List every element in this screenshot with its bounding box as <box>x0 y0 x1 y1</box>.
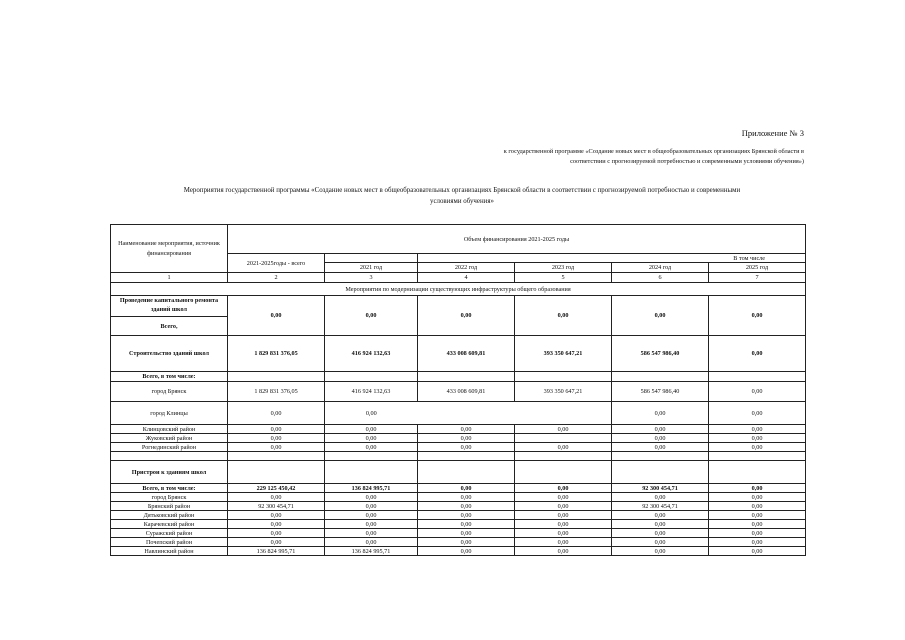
table-row <box>111 547 806 556</box>
cell-empty <box>612 372 709 382</box>
column-header-name: Наименование мероприятия, источник финансирования <box>111 225 228 273</box>
cell-2023: 0,00 <box>515 520 612 529</box>
table-row <box>111 296 806 317</box>
cell-2023: 0,00 <box>515 425 612 434</box>
cell-empty <box>515 372 612 382</box>
cell-2025: 0,00 <box>709 484 806 493</box>
cell-2022 <box>418 402 515 425</box>
cell-2023 <box>515 402 612 425</box>
cell-2024: 586 547 986,40 <box>612 382 709 402</box>
table-row <box>111 443 806 452</box>
cell-2022: 433 008 609,81 <box>418 336 515 372</box>
cell-2022: 0,00 <box>418 538 515 547</box>
cell-2025: 0,00 <box>709 511 806 520</box>
cell-empty <box>418 452 515 461</box>
cell-total: 0,00 <box>228 425 325 434</box>
cell-empty <box>228 461 325 484</box>
cell-2024: 0,00 <box>612 547 709 556</box>
cell-2024: 586 547 986,40 <box>612 336 709 372</box>
cell-total: 0,00 <box>228 520 325 529</box>
cell-2021: 416 924 132,63 <box>325 382 418 402</box>
cell-empty <box>325 372 418 382</box>
reference-line: соответствии с прогнозируемой потребностью и современными условиями обучения») <box>570 157 804 165</box>
cell-2024: 0,00 <box>612 520 709 529</box>
cell-2023: 393 350 647,21 <box>515 336 612 372</box>
cell-2022: 0,00 <box>418 511 515 520</box>
cell-2023: 393 350 647,21 <box>515 382 612 402</box>
cell-2024: 0,00 <box>612 402 709 425</box>
column-header-2023: 2023 год <box>515 263 612 273</box>
cell-2025: 0,00 <box>709 538 806 547</box>
cell-2021: 0,00 <box>325 529 418 538</box>
cell-total: 136 824 995,71 <box>228 547 325 556</box>
column-header-2025: 2025 год <box>709 263 806 273</box>
cell-2022: 0,00 <box>418 443 515 452</box>
table-row <box>111 402 806 425</box>
cell-2023: 0,00 <box>515 547 612 556</box>
cell-2024: 92 300 454,71 <box>612 502 709 511</box>
column-header-including: В том числе <box>418 254 806 263</box>
cell-empty <box>515 461 612 484</box>
cell-2022: 0,00 <box>418 434 515 443</box>
column-header-total: 2021-2025годы - всего <box>228 254 325 273</box>
cell-2024: 0,00 <box>612 538 709 547</box>
row-label-dyatkovsky: Дятьковский район <box>111 511 228 520</box>
table-row <box>111 336 806 372</box>
document-title <box>112 186 812 207</box>
cell-2021: 416 924 132,63 <box>325 336 418 372</box>
financing-table <box>110 224 806 556</box>
table-row <box>111 434 806 443</box>
cell-2022: 0,00 <box>418 529 515 538</box>
cell-2022: 0,00 <box>418 296 515 336</box>
row-label-bryansky-district: Брянский район <box>111 502 228 511</box>
cell-total: 0,00 <box>228 434 325 443</box>
column-header-2024: 2024 год <box>612 263 709 273</box>
cell-2025: 0,00 <box>709 502 806 511</box>
row-label-karachevsky: Карачевский район <box>111 520 228 529</box>
section-row <box>111 283 806 296</box>
row-label-extensions: Пристрои к зданиям школ <box>111 461 228 484</box>
cell-2025: 0,00 <box>709 520 806 529</box>
row-label-total: Всего, <box>111 317 228 336</box>
cell-total: 92 300 454,71 <box>228 502 325 511</box>
program-reference <box>400 147 804 167</box>
cell-2023: 0,00 <box>515 502 612 511</box>
cell-2021: 0,00 <box>325 402 418 425</box>
table-header-row <box>111 225 806 254</box>
table-row <box>111 502 806 511</box>
table-row <box>111 538 806 547</box>
cell-2021: 0,00 <box>325 511 418 520</box>
row-label-klintsovsky: Клинцовский район <box>111 425 228 434</box>
cell-2025: 0,00 <box>709 493 806 502</box>
column-number: 3 <box>325 273 418 283</box>
cell-2021: 0,00 <box>325 425 418 434</box>
cell-total: 0,00 <box>228 443 325 452</box>
cell-2021: 0,00 <box>325 502 418 511</box>
cell-empty <box>709 461 806 484</box>
title-line: условиями обучения» <box>430 197 494 205</box>
row-label-construction: Строительство зданий школ <box>111 336 228 372</box>
header-spacer <box>325 254 418 263</box>
cell-2025: 0,00 <box>709 434 806 443</box>
table-row <box>111 511 806 520</box>
column-number-row <box>111 273 806 283</box>
appendix-label: Приложение № 3 <box>741 128 804 138</box>
table-row <box>111 493 806 502</box>
cell-2022: 0,00 <box>418 547 515 556</box>
column-number: 7 <box>709 273 806 283</box>
cell-2025: 0,00 <box>709 547 806 556</box>
cell-2023: 0,00 <box>515 484 612 493</box>
cell-empty <box>228 452 325 461</box>
row-label-pochepsky: Почепский район <box>111 538 228 547</box>
cell-empty <box>325 452 418 461</box>
cell-2025: 0,00 <box>709 402 806 425</box>
row-label-zhukovsky: Жуковский район <box>111 434 228 443</box>
cell-total: 0,00 <box>228 538 325 547</box>
spacer-row <box>111 452 806 461</box>
column-number: 2 <box>228 273 325 283</box>
row-label-surazhsky: Суражский район <box>111 529 228 538</box>
cell-empty <box>709 372 806 382</box>
cell-2022: 433 008 609,81 <box>418 382 515 402</box>
cell-empty <box>612 452 709 461</box>
cell-2021: 0,00 <box>325 296 418 336</box>
column-number: 1 <box>111 273 228 283</box>
cell-2023: 0,00 <box>515 538 612 547</box>
cell-2022: 0,00 <box>418 425 515 434</box>
cell-empty <box>418 461 515 484</box>
row-label-bryansk: город Брянск <box>111 493 228 502</box>
cell-2024: 92 300 454,71 <box>612 484 709 493</box>
table-row <box>111 425 806 434</box>
cell-total: 0,00 <box>228 402 325 425</box>
row-label-klintsy: город Клинцы <box>111 402 228 425</box>
cell-total: 0,00 <box>228 296 325 336</box>
row-label-subtotal: Всего, в том числе: <box>111 484 228 493</box>
cell-2023: 0,00 <box>515 529 612 538</box>
cell-empty <box>515 452 612 461</box>
cell-2025: 0,00 <box>709 336 806 372</box>
row-label-bryansk: город Брянск <box>111 382 228 402</box>
row-label-navlinsky: Навлинский район <box>111 547 228 556</box>
cell-empty <box>709 452 806 461</box>
cell-empty <box>612 461 709 484</box>
cell-2023: 0,00 <box>515 493 612 502</box>
cell-2025: 0,00 <box>709 296 806 336</box>
cell-2023 <box>515 434 612 443</box>
table-row <box>111 461 806 484</box>
title-line: Мероприятия государственной программы «Создание новых мест в общеобразовательных организациях Брянской области в соответствии с прогнозируемой потребностью и современными <box>183 187 741 194</box>
cell-2024: 0,00 <box>612 434 709 443</box>
cell-2021: 0,00 <box>325 434 418 443</box>
cell-2024: 0,00 <box>612 443 709 452</box>
cell-2021: 0,00 <box>325 520 418 529</box>
reference-line: к государственной программе «Создание новых мест в общеобразовательных организациях Брянской области в <box>503 148 804 155</box>
cell-2024: 0,00 <box>612 296 709 336</box>
cell-empty <box>228 372 325 382</box>
cell-total: 1 829 831 376,05 <box>228 382 325 402</box>
cell-2022: 0,00 <box>418 502 515 511</box>
cell-2024: 0,00 <box>612 529 709 538</box>
cell-2022: 0,00 <box>418 520 515 529</box>
column-number: 5 <box>515 273 612 283</box>
table-row <box>111 484 806 493</box>
cell-2025: 0,00 <box>709 425 806 434</box>
row-label-capital-repair: Проведение капитального ремонта зданий школ <box>111 296 228 317</box>
cell-2023: 0,00 <box>515 511 612 520</box>
table-row <box>111 520 806 529</box>
cell-2022: 0,00 <box>418 484 515 493</box>
row-label-subtotal: Всего, в том числе: <box>111 372 228 382</box>
table-row <box>111 382 806 402</box>
cell-2024: 0,00 <box>612 493 709 502</box>
table-row <box>111 372 806 382</box>
cell-2025: 0,00 <box>709 529 806 538</box>
table-row <box>111 529 806 538</box>
cell-total: 229 125 450,42 <box>228 484 325 493</box>
cell-2021: 0,00 <box>325 443 418 452</box>
column-number: 6 <box>612 273 709 283</box>
cell-2021: 0,00 <box>325 538 418 547</box>
column-header-2022: 2022 год <box>418 263 515 273</box>
cell-total: 0,00 <box>228 493 325 502</box>
cell-2023: 0,00 <box>515 296 612 336</box>
cell-empty <box>325 461 418 484</box>
column-number: 4 <box>418 273 515 283</box>
cell-total: 1 829 831 376,05 <box>228 336 325 372</box>
column-header-volume: Объем финансирования 2021-2025 годы <box>228 225 806 254</box>
cell-2025: 0,00 <box>709 382 806 402</box>
cell-total: 0,00 <box>228 529 325 538</box>
column-header-2021: 2021 год <box>325 263 418 273</box>
cell-empty <box>111 452 228 461</box>
cell-2025: 0,00 <box>709 443 806 452</box>
cell-2024: 0,00 <box>612 511 709 520</box>
cell-2023: 0,00 <box>515 443 612 452</box>
cell-2021: 136 824 995,71 <box>325 484 418 493</box>
cell-2022: 0,00 <box>418 493 515 502</box>
cell-total: 0,00 <box>228 511 325 520</box>
cell-2021: 136 824 995,71 <box>325 547 418 556</box>
cell-2021: 0,00 <box>325 493 418 502</box>
cell-empty <box>418 372 515 382</box>
cell-2024: 0,00 <box>612 425 709 434</box>
row-label-rognedinsky: Рогнединский район <box>111 443 228 452</box>
section-title: Мероприятия по модернизации существующих инфраструктуры общего образования <box>111 283 806 296</box>
